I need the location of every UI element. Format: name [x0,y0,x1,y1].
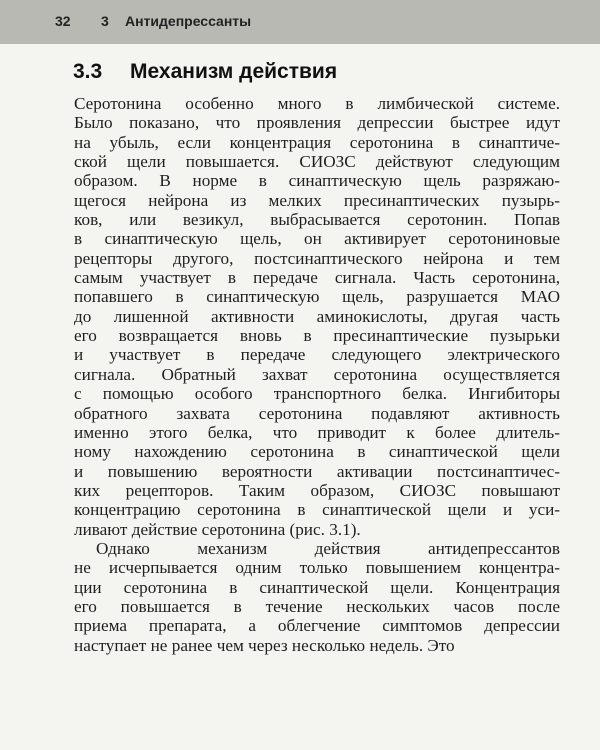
paragraph [74,94,560,539]
chapter-title: Антидепрессанты [125,13,252,29]
page-number: 32 [55,13,71,29]
text-line: и повышению вероятности активации постсинаптичес- [74,461,560,481]
text-line: ков, или везикул, выбрасывается серотонин. Попав [74,210,560,230]
text-line: ской щели повышается. СИОЗС действуют следующим [74,152,560,172]
text-line: Серотонина особенно много в лимбической системе. [74,94,560,113]
text-line: ции серотонина в синаптической щели. Концентрация [74,577,560,597]
text-line: в синаптическую щель, он активирует серотониновые [74,229,560,249]
text-line: Было показано, что проявления депрессии быстрее идут [74,113,560,133]
text-line: на убыль, если концентрация серотонина в синаптиче- [74,132,560,152]
text-line: и участвует в передаче следующего электрического [74,345,560,365]
section-heading [73,60,337,84]
body-text [74,94,560,655]
text-line: Однако механизм действия антидепрессантов [96,538,560,558]
text-line: именно этого белка, что приводит к более длитель- [74,422,560,442]
running-header [0,0,600,44]
text-line: рецепторы другого, постсинаптического нейрона и тем [74,248,560,268]
text-line: не исчерпывается одним только повышением концентра- [74,558,560,578]
text-line: ному нахождению серотонина в синаптической щели [74,442,560,462]
text-line: щегося нейрона из мелких пресинаптических пузырь- [74,190,560,210]
paragraph [74,539,560,655]
text-line: его повышается в течение нескольких часов после [74,596,560,616]
text-line: наступает не ранее чем через несколько недель. Это [74,635,455,655]
text-line: ливают действие серотонина (рис. 3.1). [74,519,361,539]
text-line: его возвращается вновь в пресинаптические пузырьки [74,326,560,346]
section-number: 3.3 [73,60,103,83]
text-line: самым участвует в передаче сигнала. Часть серотонина, [74,268,560,288]
text-line: ких рецепторов. Таким образом, СИОЗС повышают [74,480,560,500]
text-line: обратного захвата серотонина подавляют активность [74,403,560,423]
text-line: концентрацию серотонина в синаптической щели и уси- [74,500,560,520]
chapter-number: 3 [101,13,109,29]
text-line: до лишенной активности аминокислоты, другая часть [74,306,560,326]
text-line: образом. В норме в синаптическую щель разряжаю- [74,171,560,191]
text-line: сигнала. Обратный захват серотонина осуществляется [74,364,560,384]
text-line: приема препарата, а облегчение симптомов депрессии [74,616,560,636]
text-line: с помощью особого транспортного белка. Ингибиторы [74,384,560,404]
text-line: попавшего в синаптическую щель, разрушается МАО [74,287,560,307]
section-title: Механизм действия [130,60,338,83]
